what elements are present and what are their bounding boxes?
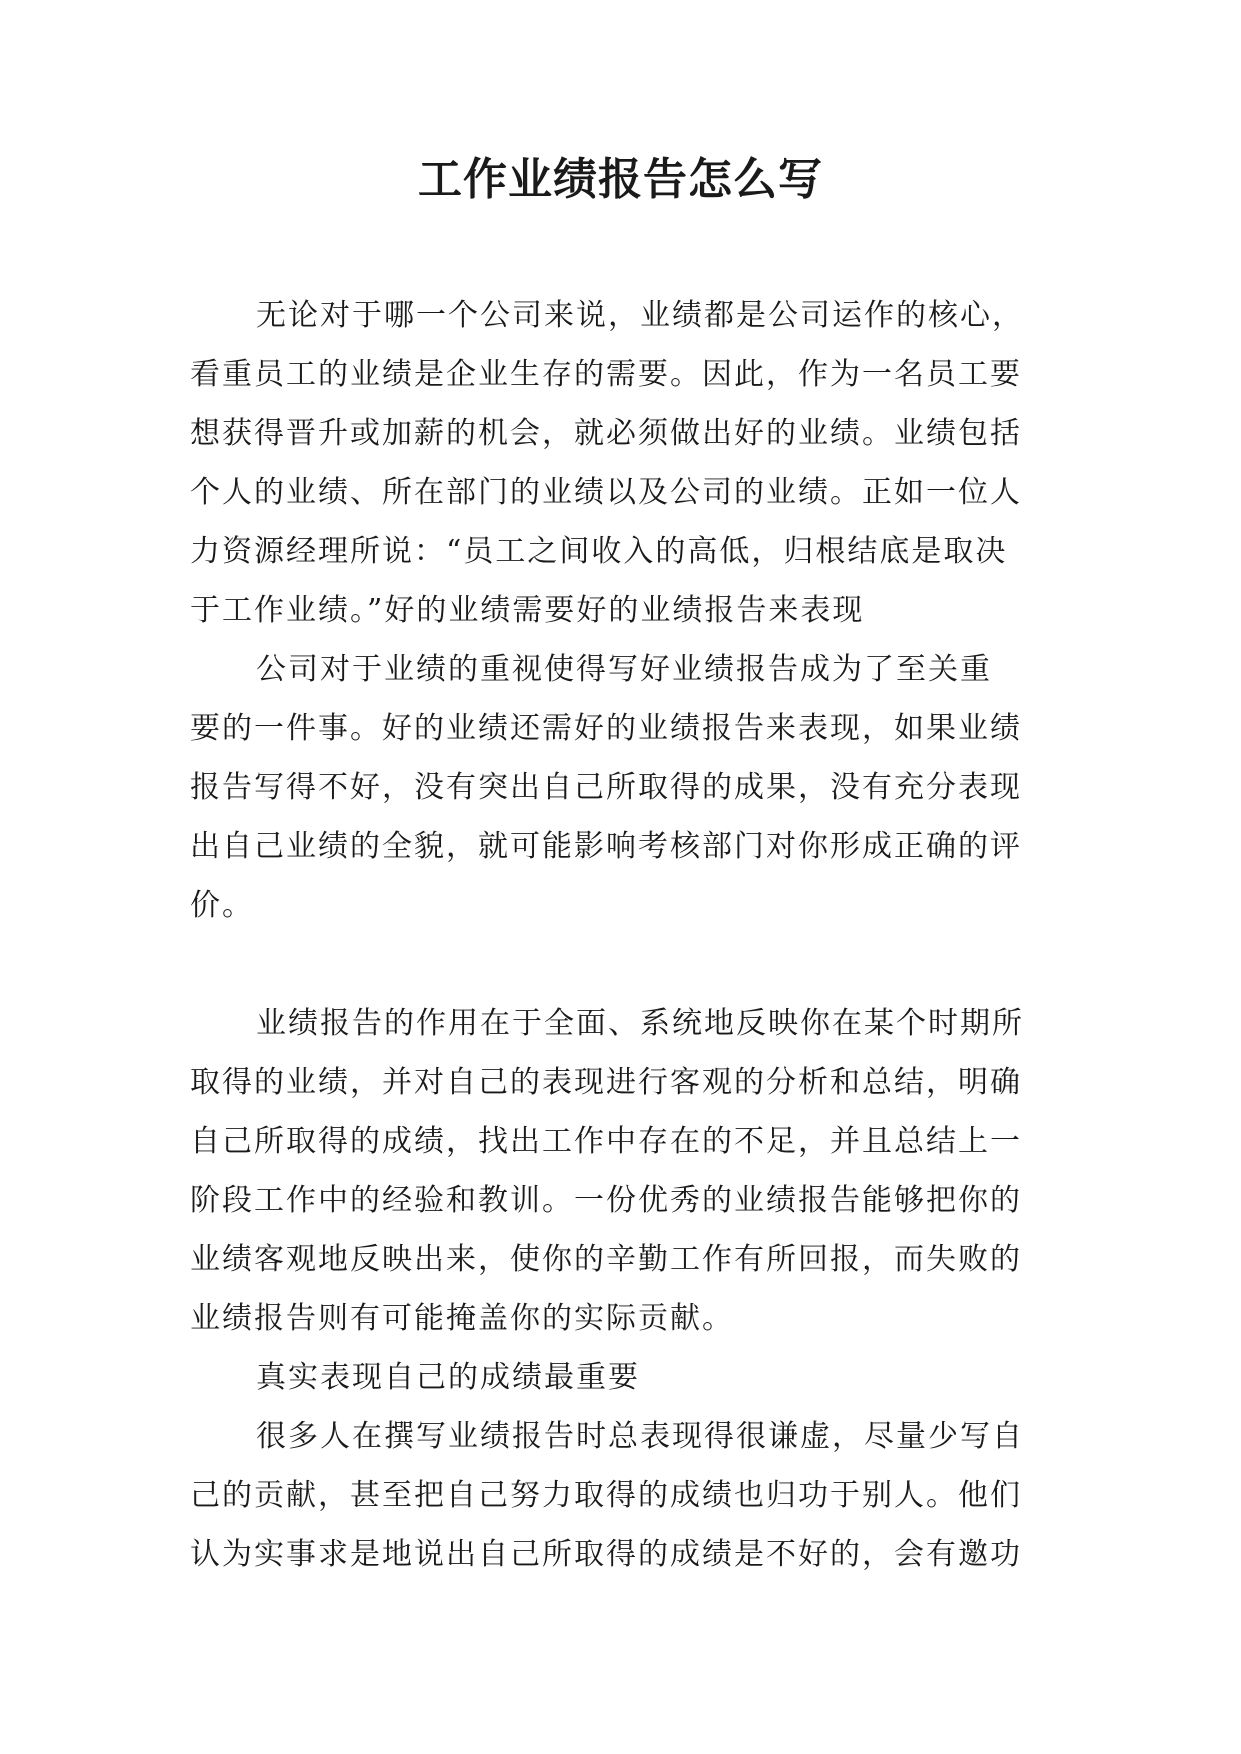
paragraph-line: 自己所取得的成绩，找出工作中存在的不足，并且总结上一 <box>190 1124 1022 1159</box>
paragraph-line: 业绩报告则有可能掩盖你的实际贡献。 <box>190 1301 734 1336</box>
document-title: 工作业绩报告怎么写 <box>418 154 823 205</box>
paragraph-line: 价。 <box>190 888 254 923</box>
paragraph-line: 于工作业绩。”好的业绩需要好的业绩报告来表现 <box>190 593 865 628</box>
paragraph-line: 力资源经理所说：“员工之间收入的高低，归根结底是取决 <box>190 534 1008 569</box>
paragraph-line: 报告写得不好，没有突出自己所取得的成果，没有充分表现 <box>190 770 1022 805</box>
paragraph-line: 认为实事求是地说出自己所取得的成绩是不好的，会有邀功 <box>190 1537 1022 1572</box>
paragraph-line: 无论对于哪一个公司来说，业绩都是公司运作的核心， <box>256 298 1024 333</box>
paragraph-line: 出自己业绩的全貌，就可能影响考核部门对你形成正确的评 <box>190 829 1022 864</box>
paragraph-line: 阶段工作中的经验和教训。一份优秀的业绩报告能够把你的 <box>190 1183 1022 1218</box>
paragraph-line: 想获得晋升或加薪的机会，就必须做出好的业绩。业绩包括 <box>190 416 1022 451</box>
paragraph-line: 取得的业绩，并对自己的表现进行客观的分析和总结，明确 <box>190 1065 1022 1100</box>
paragraph-line: 己的贡献，甚至把自己努力取得的成绩也归功于别人。他们 <box>190 1478 1022 1513</box>
paragraph-line: 很多人在撰写业绩报告时总表现得很谦虚，尽量少写自 <box>256 1419 1024 1454</box>
paragraph-line: 公司对于业绩的重视使得写好业绩报告成为了至关重 <box>256 652 992 687</box>
section-subheading <box>190 1348 1052 1407</box>
paragraph-line: 看重员工的业绩是企业生存的需要。因此，作为一名员工要 <box>190 357 1022 392</box>
paragraph-line: 要的一件事。好的业绩还需好的业绩报告来表现，如果业绩 <box>190 711 1022 746</box>
paragraph-line: 业绩客观地反映出来，使你的辛勤工作有所回报，而失败的 <box>190 1242 1022 1277</box>
paragraph-3 <box>190 994 1052 1348</box>
paragraph-5 <box>190 1407 1052 1584</box>
paragraph-2 <box>190 640 1052 935</box>
paragraph-1 <box>190 286 1052 640</box>
paragraph-line: 个人的业绩、所在部门的业绩以及公司的业绩。正如一位人 <box>190 475 1022 510</box>
blank-line <box>190 935 1052 994</box>
paragraph-line: 业绩报告的作用在于全面、系统地反映你在某个时期所 <box>256 1006 1024 1041</box>
subheading-line: 真实表现自己的成绩最重要 <box>256 1360 640 1395</box>
document-body <box>190 286 1052 1584</box>
